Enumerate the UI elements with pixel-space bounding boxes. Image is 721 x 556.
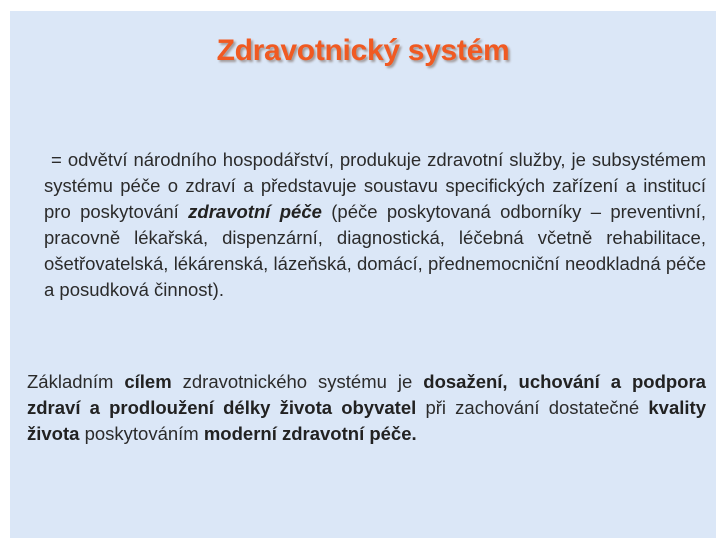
definition-tail: (péče poskytovaná odborníky – preventivní, pracovně lékařská, dispenzární, diagnostická, léčebná včetně rehabilitace, ošetřovatelská, lékárenská, lázeňská, domácí, přednemocniční neodkladná péče a posudková činnost).	[44, 201, 706, 300]
goal-bold-3: kvality života	[27, 397, 706, 444]
goal-bold-1: cílem	[124, 371, 172, 392]
goal-paragraph	[27, 369, 706, 447]
definition-paragraph	[44, 147, 706, 303]
goal-bold-2: dosažení, uchování a podpora zdraví a prodloužení délky života obyvatel	[27, 371, 706, 418]
definition-emphasis: zdravotní péče	[188, 201, 322, 222]
goal-text-1: Základním	[27, 371, 125, 392]
definition-lead: = odvětví národního hospodářství, produkuje zdravotní služby, je subsystémem systému péče o zdraví a představuje soustavu specifických zařízení a institucí pro poskytování	[44, 149, 706, 222]
slide	[10, 11, 716, 538]
goal-bold-4: moderní zdravotní péče.	[203, 423, 417, 444]
slide-title: Zdravotnický systém	[216, 34, 510, 67]
goal-text-2: zdravotnického systému je	[171, 371, 424, 392]
goal-text-3: při zachování dostatečné	[416, 397, 649, 418]
goal-text-4: poskytováním	[79, 423, 204, 444]
goal-text	[27, 369, 706, 447]
